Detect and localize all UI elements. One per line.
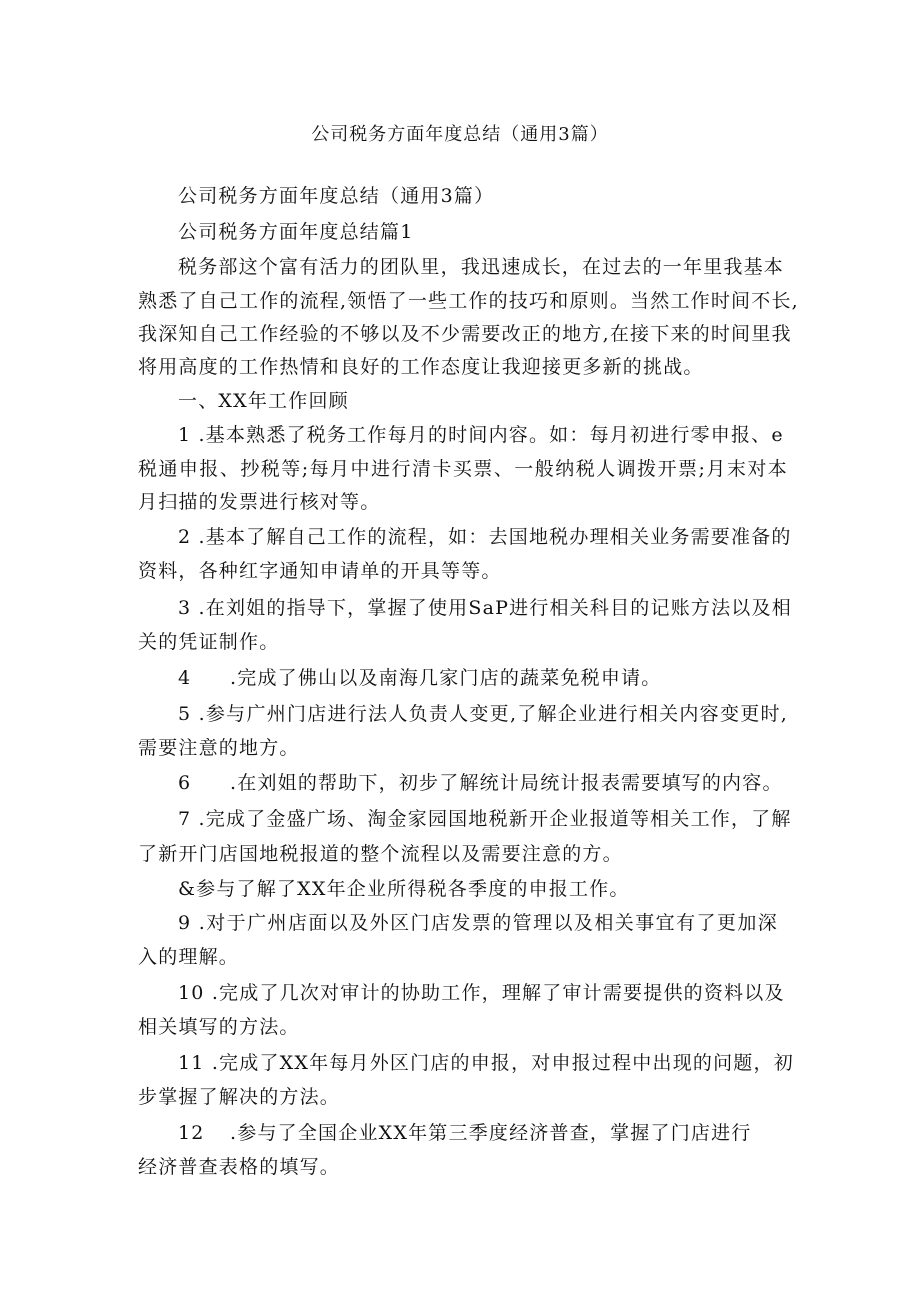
list-item-5-line-2: 需要注意的地方。 <box>138 737 300 759</box>
list-item-4-text: .完成了佛山以及南海几家门店的蔬菜免税申请。 <box>230 667 662 689</box>
intro-line-2: 熟悉了自己工作的流程,领悟了一些工作的技巧和原则。当然工作时间不长, <box>138 290 799 312</box>
list-item-7-line-2: 了新开门店国地税报道的整个流程以及需要注意的方。 <box>138 843 623 865</box>
list-item-2-line-1: 2 .基本了解自己工作的流程，如：去国地税办理相关业务需要准备的 <box>178 526 792 548</box>
list-item-9-line-1: 9 .对于广州店面以及外区门店发票的管理以及相关事宜有了更加深 <box>178 912 778 934</box>
list-item-1-line-3: 月扫描的发票进行核对等。 <box>138 491 381 513</box>
list-item-8: &参与了解了XX年企业所得税各季度的申报工作。 <box>178 878 630 900</box>
list-item-10-line-1: 10 .完成了几次对审计的协助工作，理解了审计需要提供的资料以及 <box>178 982 785 1004</box>
list-item-10-line-2: 相关填写的方法。 <box>138 1016 300 1038</box>
list-item-7-line-1: 7 .完成了金盛广场、淘金家园国地税新开企业报道等相关工作，了解 <box>178 808 792 830</box>
list-item-9-line-2: 入的理解。 <box>138 946 240 968</box>
list-item-12-number: 12 <box>178 1122 205 1144</box>
list-item-12-line-2: 经济普查表格的填写。 <box>138 1156 341 1178</box>
list-item-11-line-1: 11 .完成了XX年每月外区门店的申报，对申报过程中出现的问题，初 <box>178 1052 794 1074</box>
document-title: 公司税务方面年度总结（通用3篇） <box>311 124 609 145</box>
list-item-5-line-1: 5 .参与广州门店进行法人负责人变更,了解企业进行相关内容变更时, <box>178 703 788 725</box>
list-item-12-line-1: .参与了全国企业XX年第三季度经济普查，掌握了门店进行 <box>230 1122 752 1144</box>
list-item-2-line-2: 资料，各种红字通知申请单的开具等等。 <box>138 560 502 582</box>
article-heading: 公司税务方面年度总结篇1 <box>178 221 414 243</box>
intro-line-1: 税务部这个富有活力的团队里，我迅速成长，在过去的一年里我基本 <box>178 256 785 278</box>
list-item-6-number: 6 <box>178 772 192 794</box>
intro-line-3: 我深知自己工作经验的不够以及不少需要改正的地方,在接下来的时间里我 <box>138 323 792 345</box>
list-item-6-text: .在刘姐的帮助下，初步了解统计局统计报表需要填写的内容。 <box>230 772 783 794</box>
list-item-1-line-1: 1 .基本熟悉了税务工作每月的时间内容。如：每月初进行零申报、e <box>178 424 784 446</box>
list-item-11-line-2: 步掌握了解决的方法。 <box>138 1086 341 1108</box>
list-item-1-line-2: 税通申报、抄税等;每月中进行清卡买票、一般纳税人调拨开票;月末对本 <box>138 458 788 480</box>
list-item-3-line-1: 3 .在刘姐的指导下，掌握了使用SaP进行相关科目的记账方法以及相 <box>178 597 792 619</box>
intro-line-4: 将用高度的工作热情和良好的工作态度让我迎接更多新的挑战。 <box>138 356 704 378</box>
section-heading: 一、XX年工作回顾 <box>178 390 349 412</box>
list-item-4-number: 4 <box>178 667 192 689</box>
subtitle: 公司税务方面年度总结（通用3篇） <box>178 185 495 207</box>
list-item-3-line-2: 关的凭证制作。 <box>138 631 280 653</box>
